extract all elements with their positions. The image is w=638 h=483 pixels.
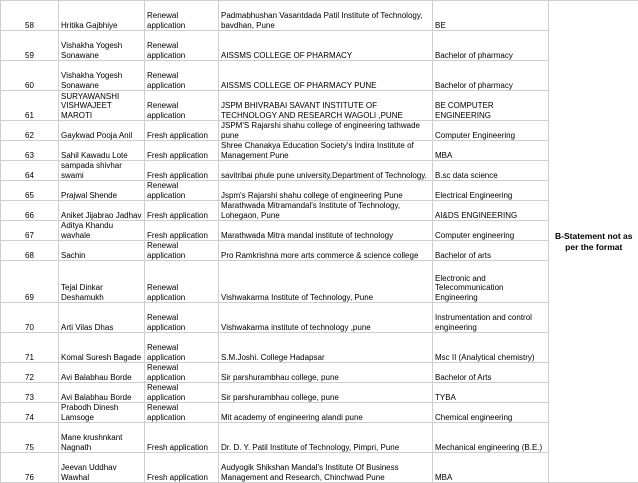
course-name: Bachelor of Arts bbox=[433, 363, 549, 383]
course-name: B.sc data science bbox=[433, 161, 549, 181]
institute-name: Jspm's Rajarshi shahu college of engineering Pune bbox=[219, 181, 433, 201]
row-number: 62 bbox=[1, 121, 59, 141]
table-row bbox=[1, 181, 638, 201]
course-name: Chemical engineering bbox=[433, 403, 549, 423]
table-row bbox=[1, 363, 638, 383]
application-type: Fresh application bbox=[145, 161, 219, 181]
application-type: Renewal application bbox=[145, 333, 219, 363]
application-type: Renewal application bbox=[145, 61, 219, 91]
table-row bbox=[1, 1, 638, 31]
institute-name: Padmabhushan Vasantdada Patil Institute of Technology, bavdhan, Pune bbox=[219, 1, 433, 31]
table-row bbox=[1, 403, 638, 423]
course-name: Mechanical engineering (B.E.) bbox=[433, 423, 549, 453]
course-name: Bachelor of arts bbox=[433, 241, 549, 261]
course-name: MBA bbox=[433, 141, 549, 161]
institute-name: AISSMS COLLEGE OF PHARMACY bbox=[219, 31, 433, 61]
institute-name: Marathwada Mitra mandal institute of technology bbox=[219, 221, 433, 241]
course-name: Electrical Engineering bbox=[433, 181, 549, 201]
application-type: Renewal application bbox=[145, 241, 219, 261]
application-type: Renewal application bbox=[145, 181, 219, 201]
table-row bbox=[1, 241, 638, 261]
applicant-name: Sachin bbox=[59, 241, 145, 261]
row-number: 60 bbox=[1, 61, 59, 91]
course-name: Computer engineering bbox=[433, 221, 549, 241]
applicant-name: Aditya Khandu wavhale bbox=[59, 221, 145, 241]
applicant-name: Prabodh Dinesh Lamsoge bbox=[59, 403, 145, 423]
application-type: Renewal application bbox=[145, 91, 219, 121]
applicant-name: Tejal Dinkar Deshamukh bbox=[59, 261, 145, 303]
table-row bbox=[1, 91, 638, 121]
table-row bbox=[1, 61, 638, 91]
row-number: 59 bbox=[1, 31, 59, 61]
institute-name: Sir parshurambhau college, pune bbox=[219, 363, 433, 383]
application-type: Renewal application bbox=[145, 363, 219, 383]
course-name: BE COMPUTER ENGINEERING bbox=[433, 91, 549, 121]
applicant-name: Vishakha Yogesh Sonawane bbox=[59, 31, 145, 61]
table-row bbox=[1, 201, 638, 221]
applicant-name: Komal Suresh Bagade bbox=[59, 333, 145, 363]
applicant-name: Jeevan Uddhav Wawhal bbox=[59, 453, 145, 483]
row-number: 64 bbox=[1, 161, 59, 181]
applicant-name: Hritika Gajbhiye bbox=[59, 1, 145, 31]
row-number: 61 bbox=[1, 91, 59, 121]
applicant-name: Avi Balabhau Borde bbox=[59, 383, 145, 403]
application-type: Renewal application bbox=[145, 261, 219, 303]
institute-name: AISSMS COLLEGE OF PHARMACY PUNE bbox=[219, 61, 433, 91]
application-type: Renewal application bbox=[145, 31, 219, 61]
course-name: TYBA bbox=[433, 383, 549, 403]
applicant-name: Prajwal Shende bbox=[59, 181, 145, 201]
row-number: 75 bbox=[1, 423, 59, 453]
table-row bbox=[1, 303, 638, 333]
row-number: 58 bbox=[1, 1, 59, 31]
row-number: 67 bbox=[1, 221, 59, 241]
application-type: Renewal application bbox=[145, 1, 219, 31]
institute-name: S.M.Joshi. College Hadapsar bbox=[219, 333, 433, 363]
application-type: Renewal application bbox=[145, 303, 219, 333]
course-name: MBA bbox=[433, 453, 549, 483]
applicant-name: Avi Balabhau Borde bbox=[59, 363, 145, 383]
applicant-name: sampada shivhar swami bbox=[59, 161, 145, 181]
application-type: Fresh application bbox=[145, 221, 219, 241]
application-type: Renewal application bbox=[145, 383, 219, 403]
application-type: Fresh application bbox=[145, 121, 219, 141]
institute-name: JSPM BHIVRABAI SAVANT INSTITUTE OF TECHNOLOGY AND RESEARCH WAGOLI ,PUNE bbox=[219, 91, 433, 121]
row-number: 68 bbox=[1, 241, 59, 261]
remark-cell: B-Statement not as per the format bbox=[549, 1, 638, 483]
institute-name: savitribai phule pune university,Department of Technology. bbox=[219, 161, 433, 181]
course-name: Bachelor of pharmacy bbox=[433, 31, 549, 61]
application-type: Fresh application bbox=[145, 453, 219, 483]
course-name: Electronic and Telecommunication Engineering bbox=[433, 261, 549, 303]
institute-name: Pro Ramkrishna more arts commerce & science college bbox=[219, 241, 433, 261]
institute-name: Vishwakarma institute of technology ,pune bbox=[219, 303, 433, 333]
application-type: Fresh application bbox=[145, 423, 219, 453]
applicant-name: Sahil Kawadu Lote bbox=[59, 141, 145, 161]
institute-name: Shree Chanakya Education Society's Indira Institute of Management Pune bbox=[219, 141, 433, 161]
table-row bbox=[1, 261, 638, 303]
table-row bbox=[1, 221, 638, 241]
application-type: Fresh application bbox=[145, 141, 219, 161]
institute-name: Marathwada Mitramandal's Institute of Technology, Lohegaon, Pune bbox=[219, 201, 433, 221]
applicant-name: Gaykwad Pooja Anil bbox=[59, 121, 145, 141]
applicant-name: Vishakha Yogesh Sonawane bbox=[59, 61, 145, 91]
institute-name: Vishwakarma Institute of Technology, Pune bbox=[219, 261, 433, 303]
table-row bbox=[1, 141, 638, 161]
row-number: 69 bbox=[1, 261, 59, 303]
institute-name: Audyogik Shikshan Mandal's Institute Of Business Management and Research, Chinchwad Pune bbox=[219, 453, 433, 483]
institute-name: Mit academy of engineering alandi pune bbox=[219, 403, 433, 423]
row-number: 72 bbox=[1, 363, 59, 383]
course-name: Instrumentation and control engineering bbox=[433, 303, 549, 333]
table-row bbox=[1, 31, 638, 61]
row-number: 63 bbox=[1, 141, 59, 161]
row-number: 70 bbox=[1, 303, 59, 333]
applicant-name: Mane krushnkant Nagnath bbox=[59, 423, 145, 453]
row-number: 66 bbox=[1, 201, 59, 221]
course-name: AI&DS ENGINEERING bbox=[433, 201, 549, 221]
row-number: 74 bbox=[1, 403, 59, 423]
course-name: Computer Engineering bbox=[433, 121, 549, 141]
course-name: Msc II (Analytical chemistry) bbox=[433, 333, 549, 363]
institute-name: Sir parshurambhau college, pune bbox=[219, 383, 433, 403]
course-name: BE bbox=[433, 1, 549, 31]
table-row bbox=[1, 121, 638, 141]
applicant-name: SURYAWANSHI VISHWAJEET MAROTI bbox=[59, 91, 145, 121]
institute-name: Dr. D. Y. Patil Institute of Technology, Pimpri, Pune bbox=[219, 423, 433, 453]
application-type: Renewal application bbox=[145, 403, 219, 423]
row-number: 73 bbox=[1, 383, 59, 403]
table-row bbox=[1, 333, 638, 363]
institute-name: JSPM'S Rajarshi shahu college of engineering tathwade pune bbox=[219, 121, 433, 141]
course-name: Bachelor of pharmacy bbox=[433, 61, 549, 91]
applicant-name: Aniket Jijabrao Jadhav bbox=[59, 201, 145, 221]
application-type: Fresh application bbox=[145, 201, 219, 221]
applicant-name: Arti Vilas Dhas bbox=[59, 303, 145, 333]
table-row bbox=[1, 423, 638, 453]
table-body bbox=[1, 1, 638, 483]
table-row bbox=[1, 383, 638, 403]
table-row bbox=[1, 453, 638, 483]
row-number: 65 bbox=[1, 181, 59, 201]
table-row bbox=[1, 161, 638, 181]
row-number: 76 bbox=[1, 453, 59, 483]
row-number: 71 bbox=[1, 333, 59, 363]
